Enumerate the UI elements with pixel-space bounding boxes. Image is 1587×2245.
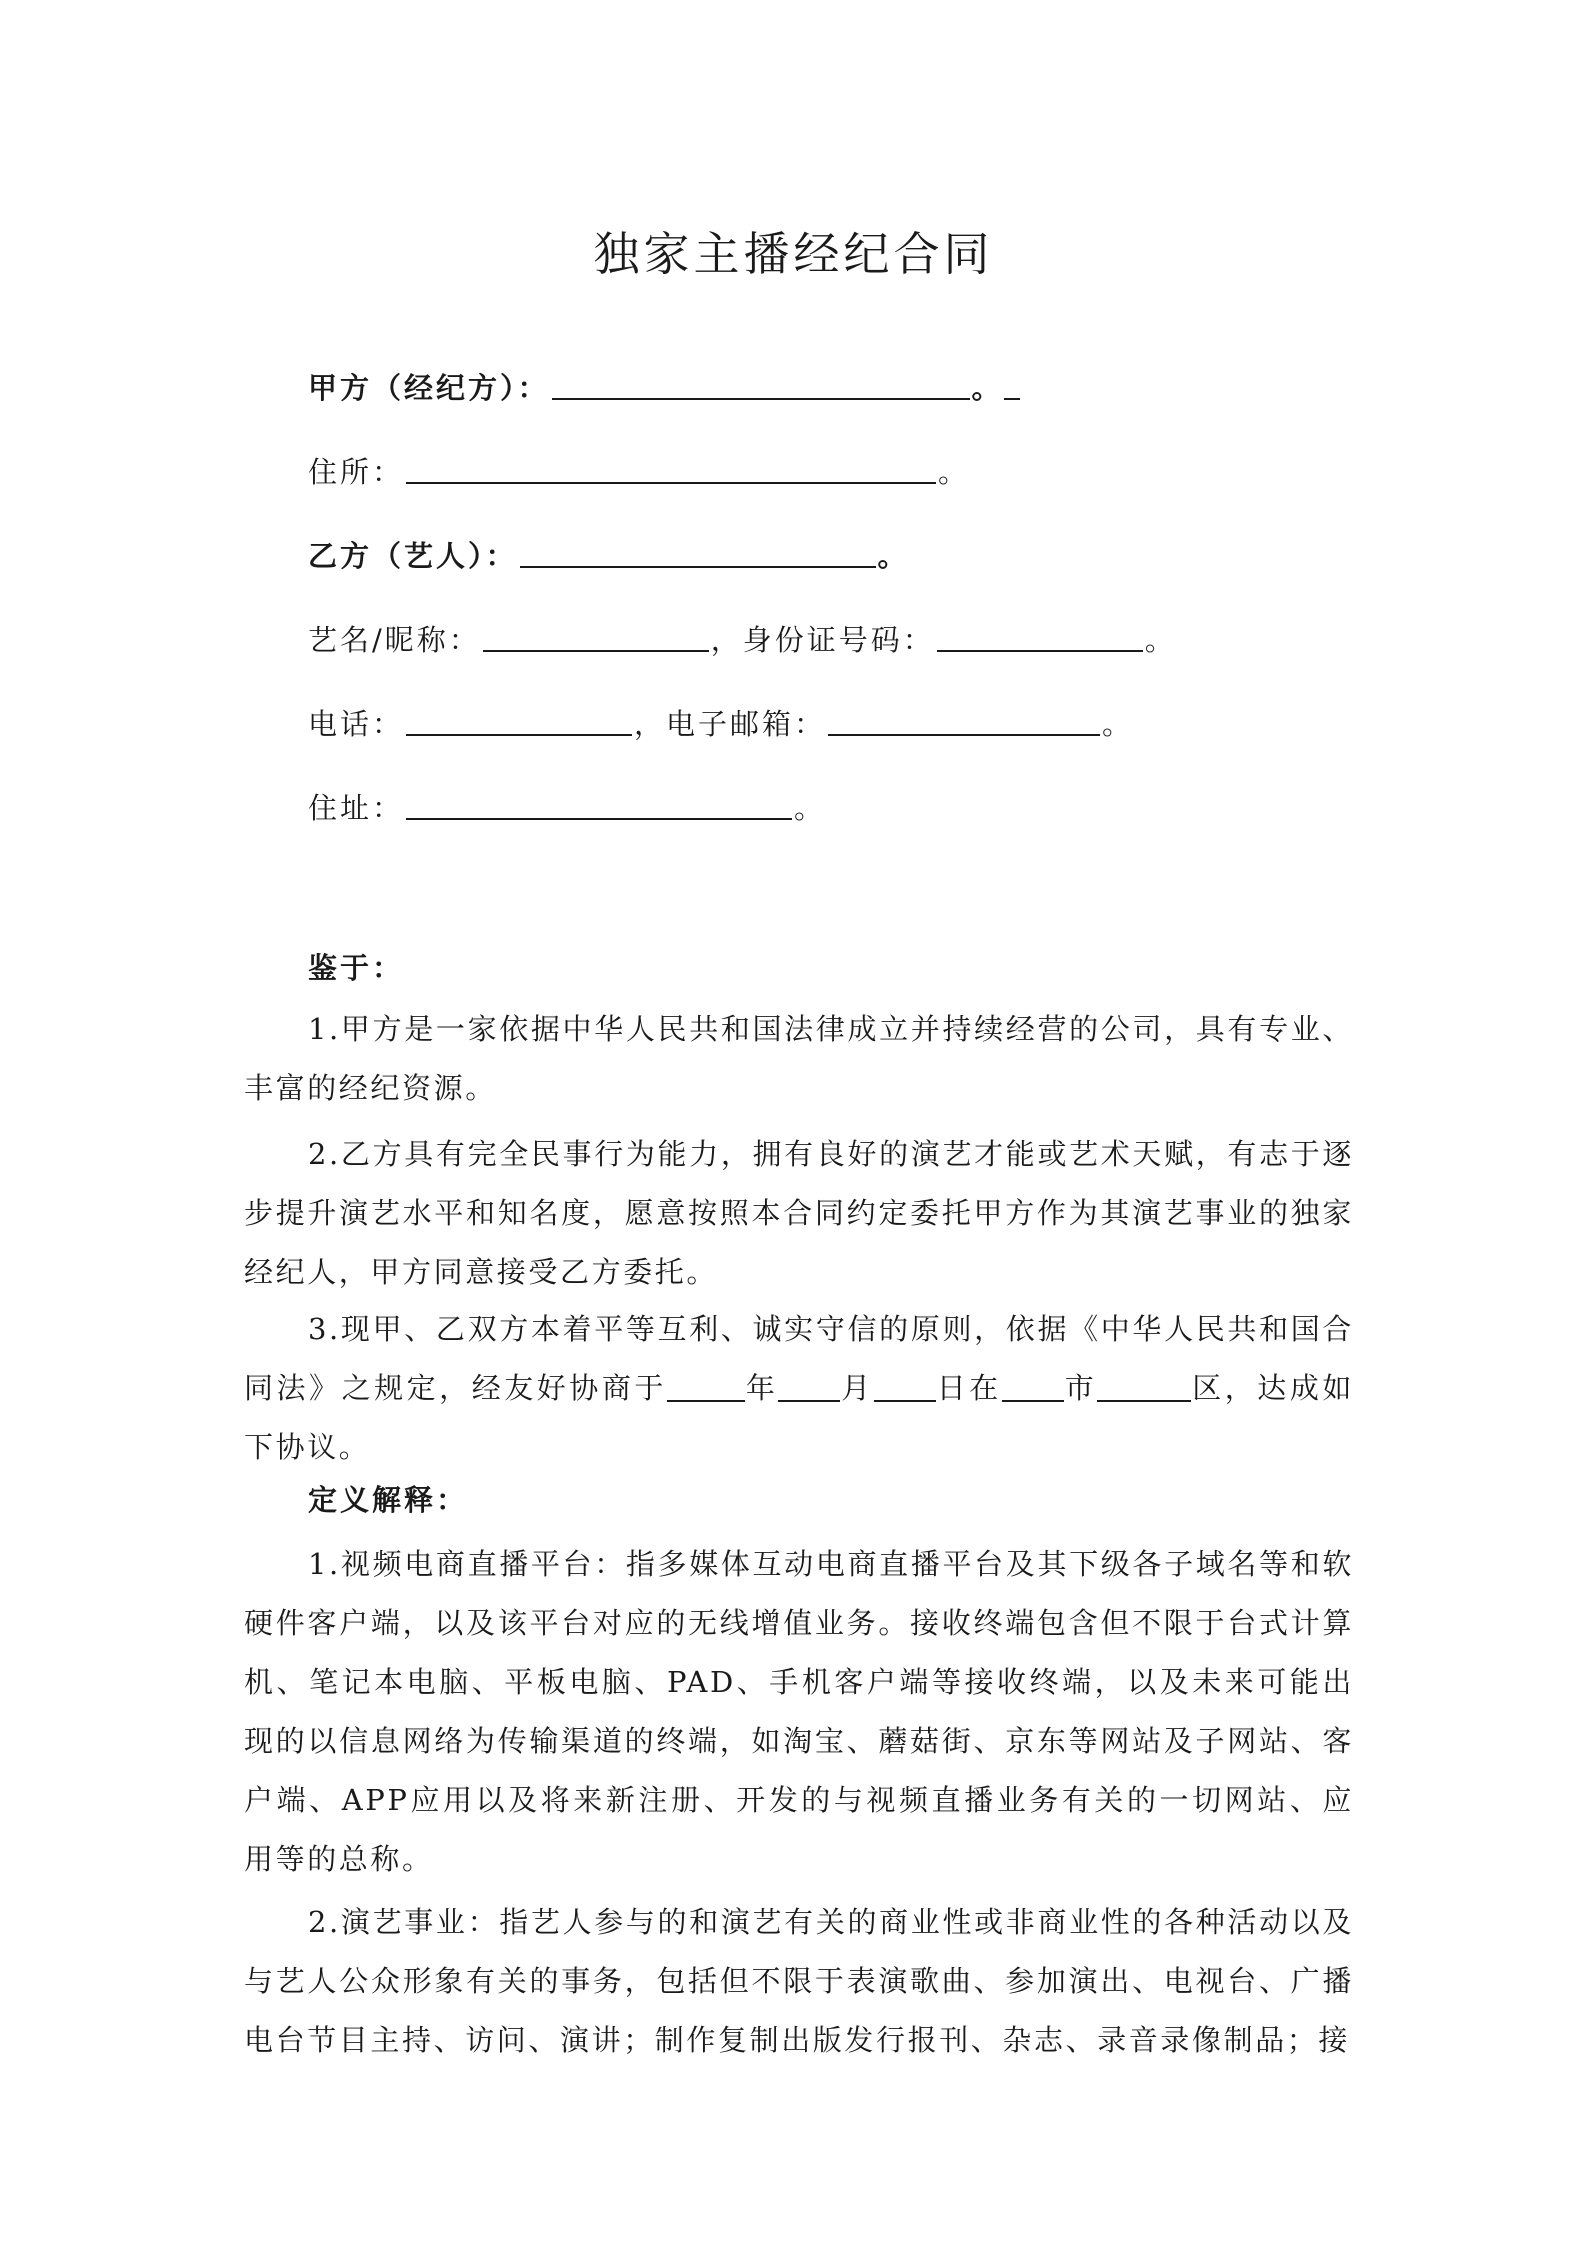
address-a-blank[interactable] [406, 454, 936, 484]
party-a-field: 甲方（经纪方）： 。 [308, 368, 1020, 408]
address-b-label: 住址： [308, 791, 405, 825]
address-b-blank[interactable] [406, 790, 792, 820]
definitions-heading: 定义解释： [308, 1483, 469, 1517]
whereas-paragraph-1: 1.甲方是一家依据中华人民共和国法律成立并持续经营的公司，具有专业、丰富的经纪资源。 [244, 1012, 1354, 1105]
party-b-field: 乙方（艺人）： 。 [308, 539, 910, 573]
stage-name-label: 艺名/昵称： [308, 623, 481, 657]
whereas-paragraph-3: 3.现甲、乙双方本着平等互利、诚实守信的原则，依据《中华人民共和国合同法》之规定，经友好协商于 年 月 日在 市 区，达成如下协议。 [244, 1312, 1354, 1464]
day-blank[interactable] [874, 1372, 936, 1402]
stage-name-blank[interactable] [483, 622, 709, 652]
definition-paragraph-2: 2.演艺事业：指艺人参与的和演艺有关的商业性或非商业性的各种活动以及与艺人公众形象有关的事务，包括但不限于表演歌曲、参加演出、电视台、广播电台节目主持、访问、演讲；制作复制出版发行报刊、杂志、录音录像制品；接 [244, 1905, 1354, 2057]
party-b-label: 乙方（艺人）： [308, 539, 518, 573]
party-a-label: 甲方（经纪方）： [308, 371, 550, 405]
whereas-paragraph-2: 2.乙方具有完全民事行为能力，拥有良好的演艺才能或艺术天赋，有志于逐步提升演艺水平和知名度，愿意按照本合同约定委托甲方作为其演艺事业的独家经纪人，甲方同意接受乙方委托。 [244, 1137, 1354, 1289]
city-blank[interactable] [1002, 1372, 1064, 1402]
whereas-heading: 鉴于： [308, 951, 405, 985]
phone-field: 电话： ，电子邮箱： 。 [308, 707, 1135, 741]
address-a-field: 住所： 。 [308, 455, 971, 489]
party-a-blank[interactable] [552, 370, 970, 400]
party-b-blank[interactable] [520, 538, 876, 568]
year-blank[interactable] [667, 1372, 745, 1402]
stage-name-field: 艺名/昵称： ，身份证号码： 。 [308, 623, 1177, 657]
address-b-field: 住址： 。 [308, 791, 827, 825]
address-a-label: 住所： [308, 455, 405, 489]
phone-blank[interactable] [406, 706, 632, 736]
phone-label: 电话： [308, 707, 405, 741]
contract-title: 独家主播经纪合同 [593, 227, 994, 281]
email-blank[interactable] [828, 706, 1100, 736]
month-blank[interactable] [778, 1372, 840, 1402]
id-number-blank[interactable] [937, 622, 1143, 652]
definition-paragraph-1: 1.视频电商直播平台：指多媒体互动电商直播平台及其下级各子域名等和软硬件客户端，以及该平台对应的无线增值业务。接收终端包含但不限于台式计算机、笔记本电脑、平板电脑、PAD、手机客户端等接收终端，以及未来可能出现的以信息网络为传输渠道的终端，如淘宝、蘑菇街、京东等网站及子网站、客户端、APP应用以及将来新注册、开发的与视频直播业务有关的一切网站、应用等的总称。 [244, 1547, 1354, 1876]
email-label: ，电子邮箱： [634, 707, 827, 741]
district-blank[interactable] [1097, 1372, 1191, 1402]
id-number-label: ，身份证号码： [710, 623, 935, 657]
